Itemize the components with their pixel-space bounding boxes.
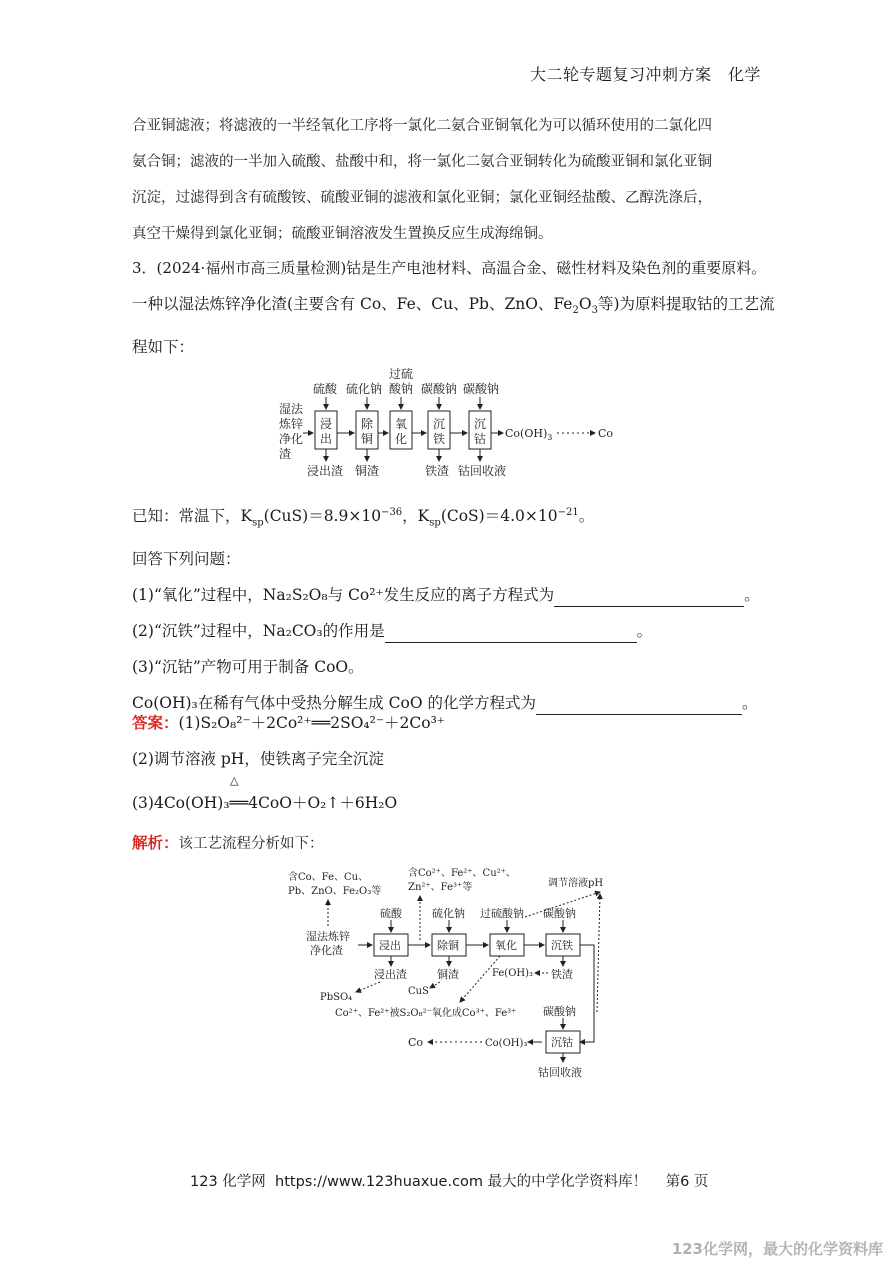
step-label: 氧 [395,417,408,431]
composition-note: Pb、ZnO、Fe₂O₃等 [288,886,382,897]
answers [132,705,772,862]
heat-symbol: △ [230,774,239,787]
answer-blank-2[interactable] [385,622,637,643]
step-label: 除铜 [437,939,459,952]
oxidation-note: Co²⁺、Fe²⁺被S₂O₈²⁻氧化成Co³⁺、Fe³⁺ [335,1008,517,1019]
reagent-label: 碳酸钠 [543,1005,576,1018]
cus-label: CuS [408,986,429,997]
feed-label: 炼锌 [279,417,304,431]
feed-label: 渣 [279,447,292,461]
intro-line: 沉淀，过滤得到含有硫酸铵、硫酸亚铜的滤液和氯化亚铜；氯化亚铜经盐酸、乙醇洗涤后， [132,190,712,206]
intro-line: 合亚铜滤液；将滤液的一半经氧化工序将一氯化二氨合亚铜氧化为可以循环使用的二氯化四 [132,118,712,134]
reagent-label: 硫化钠 [432,907,465,920]
co-label: Co [408,1036,424,1049]
step-label: 化 [395,432,408,446]
answer-3: △ (3)4Co(OH)₃══4CoO＋O₂↑＋6H₂O [132,785,772,821]
intro-line: 真空干燥得到氯化亚铜；硫酸亚铜溶液发生置换反应生成海绵铜。 [132,226,553,242]
ion-note: Zn²⁺、Fe³⁺等 [408,882,473,893]
page-footer: 123 化学网 https://www.123huaxue.com 最大的中学化学资料库！ 第6 页 [190,1174,709,1190]
feed-label: 净化 [279,432,304,446]
question-3-prompt: Co(OH)₃在稀有气体中受热分解生成 CoO 的化学方程式为 。 [132,685,772,721]
question-2: (2)“沉铁”过程中，Na₂CO₃的作用是 。 [132,613,772,649]
step-label: 出 [320,432,333,446]
residue-label: 铜渣 [437,968,459,981]
step-label: 沉钴 [551,1036,573,1049]
process-flowchart [275,365,625,480]
feoh3-label: Fe(OH)₃ [492,968,534,979]
step-label: 氧化 [495,939,517,952]
recovery-label: 钴回收液 [538,1066,582,1079]
reagent-label: 酸钠 [389,382,414,396]
intro-line: 氨合铜；滤液的一半加入硫酸、盐酸中和，将一氯化二氨合亚铜转化为硫酸亚铜和氯化亚铜 [132,154,712,170]
reagent-label: 过硫酸钠 [480,907,524,920]
analysis-label: 解析： [132,834,179,852]
intro-paragraph [132,108,772,252]
product-cooh3: $Co(OH)_3$ [505,427,553,442]
step-label: 钴 [474,432,487,446]
question-text: 等)为原料提取钴的工艺流 [597,295,775,313]
residue-label: 浸出渣 [307,464,344,478]
residue-label: 钴回收液 [458,464,507,478]
answer-label: 答案： [132,714,179,732]
question-line: 程如下： [132,338,195,357]
ion-note: 含Co²⁺、Fe²⁺、Cu²⁺、 [408,868,516,879]
reagent-label: 过硫 [389,367,414,381]
reagent-label: 硫化钠 [346,382,383,396]
question-line: 一种以湿法炼锌净化渣(主要含有 Co、Fe、Cu、Pb、ZnO、$Fe_2O_3$等)为原料提取钴的工艺流 [132,295,775,317]
reagent-label: 硫酸 [313,382,338,396]
analysis-flowchart [280,862,620,1084]
residue-label: 浸出渣 [374,968,407,981]
reagent-label: 碳酸钠 [543,907,576,920]
reagent-label: 硫酸 [380,907,402,920]
reagent-label: 碳酸钠 [421,382,458,396]
answer-1: 答案：(1)S₂O₈²⁻＋2Co²⁺══2SO₄²⁻＋2Co³⁺ [132,714,445,732]
question-1: (1)“氧化”过程中，Na₂S₂O₈与 Co²⁺发生反应的离子方程式为 。 [132,577,772,613]
question-line: 3．(2024·福州市高三质量检测)钴是生产电池材料、高温合金、磁性材料及染色剂的重要原料。 [132,259,767,277]
feed-label: 净化渣 [310,944,343,957]
residue-label: 铁渣 [425,464,450,478]
step-label: 铜 [361,432,374,446]
step-label: 除 [361,417,374,431]
step-label: 沉铁 [551,939,573,952]
answer-blank-1[interactable] [554,586,744,607]
residue-label: 铜渣 [355,464,380,478]
ksp-line: 已知：常温下，$K_{sp}(CuS)=8.9\times 10^{-36}$，$K_{sp}(CoS)=4.0\times 10^{-21}$。 [132,507,595,529]
step-label: 沉 [433,417,446,431]
question-text: 一种以湿法炼锌净化渣(主要含有 Co、Fe、Cu、Pb、ZnO、Fe [132,295,573,313]
analysis-line: 解析：该工艺流程分析如下： [132,834,324,852]
feed-label: 湿法 [279,402,304,416]
final-product: Co [598,427,614,440]
step-label: 沉 [474,417,487,431]
watermark: 123化学网，最大的化学资料库 [671,1240,883,1258]
question-text: O [578,295,592,313]
reagent-label: 碳酸钠 [463,382,500,396]
question-stem [132,250,775,365]
step-label: 铁 [433,432,446,446]
composition-note: 含Co、Fe、Cu、 [288,872,369,883]
answer-2: (2)调节溶液 pH，使铁离子完全沉淀 [132,750,384,768]
step-label: 浸 [320,417,333,431]
cooh3-label: Co(OH)₃ [485,1038,528,1049]
pbso4-label: PbSO₄ [320,992,353,1003]
answer-prompt: 回答下列问题： [132,550,241,569]
residue-label: 铁渣 [551,968,573,981]
ph-note: 调节溶液pH [548,878,604,889]
page-header: 大二轮专题复习冲刺方案 化学 [529,65,761,84]
feed-label: 湿法炼锌 [306,930,350,943]
question-3: (3)“沉钴”产物可用于制备 CoO。 [132,658,364,677]
step-label: 浸出 [379,939,401,952]
known-conditions [132,495,772,721]
